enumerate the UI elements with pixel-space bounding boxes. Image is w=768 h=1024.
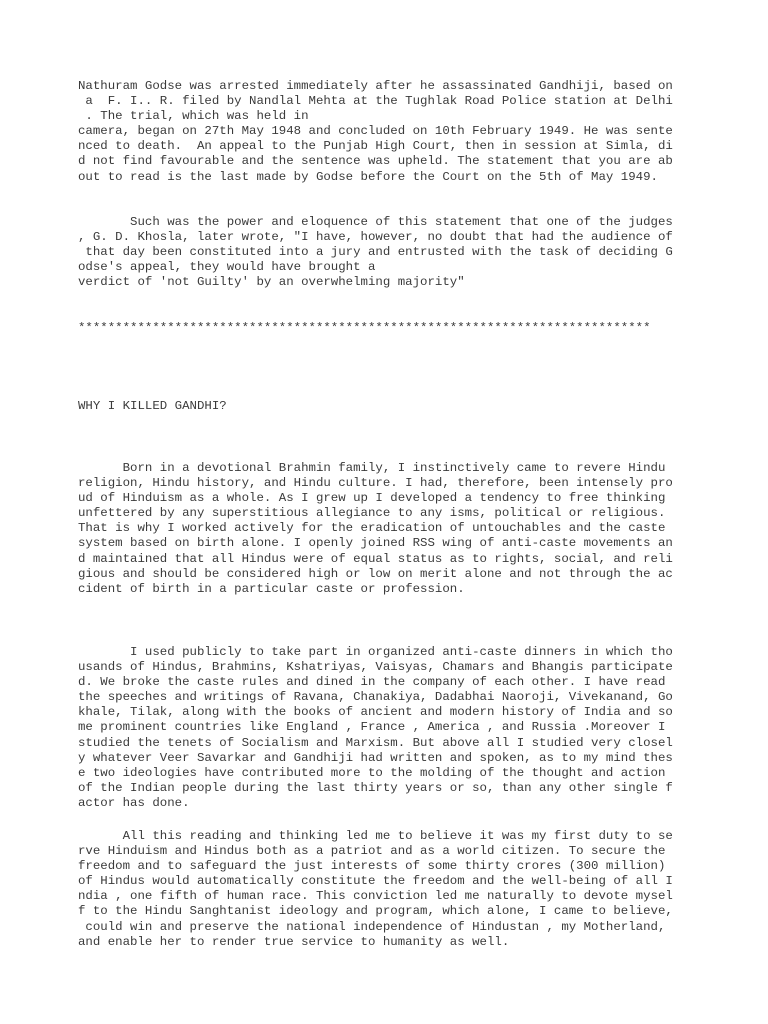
separator-line: ***************************************************************************** bbox=[78, 321, 651, 335]
khosla-quote-paragraph: Such was the power and eloquence of this statement that one of the judges , G. D. Khosla, later wrote, "I have, however, no doubt that had the audience of that day been constituted into a jury and entrusted with the task of deciding G odse's appeal, they would have brought a verdict of 'not Guilty' by an overwhelming majority" bbox=[78, 215, 673, 290]
intro-paragraph: Nathuram Godse was arrested immediately after he assassinated Gandhiji, based on a F. I.. R. filed by Nandlal Mehta at the Tughlak Road Police station at Delhi . The trial, which was held in camera, began on 27th May 1948 and concluded on 10th February 1949. He was sente nced to death. An appeal to the Punjab High Court, then in session at Simla, di d not find favourable and the sentence was upheld. The statement that you are ab out to read is the last made by Godse before the Court on the 5th of May 1949. bbox=[78, 79, 673, 184]
body-paragraph-3: All this reading and thinking led me to believe it was my first duty to se rve Hinduism and Hindus both as a patriot and as a world citizen. To secure the freedom and to safeguard the just interests of some thirty crores (300 million) of Hindus would automatically constitute the freedom and the well-being of all I ndia , one fifth of human race. This conviction led me naturally to devote mysel f to the Hindu Sanghtanist ideology and program, which alone, I came to believe, could win and preserve the national independence of Hindustan , my Motherland, and enable her to render true service to humanity as well. bbox=[78, 829, 673, 949]
body-paragraph-1: Born in a devotional Brahmin family, I instinctively came to revere Hindu religion, Hindu history, and Hindu culture. I had, therefore, been intensely pro ud of Hinduism as a whole. As I grew up I developed a tendency to free thinking unfettered by any superstitious allegiance to any isms, political or religious. That is why I worked actively for the eradication of untouchables and the caste system based on birth alone. I openly joined RSS wing of anti-caste movements an d maintained that all Hindus were of equal status as to rights, social, and reli gious and should be considered high or low on merit alone and not through the ac cident of birth in a particular caste or profession. bbox=[78, 461, 673, 596]
section-title: WHY I KILLED GANDHI? bbox=[78, 399, 227, 413]
body-paragraph-2: I used publicly to take part in organized anti-caste dinners in which tho usands of Hindus, Brahmins, Kshatriyas, Vaisyas, Chamars and Bhangis participate d. We broke the caste rules and dined in the company of each other. I have read the speeches and writings of Ravana, Chanakiya, Dadabhai Naoroji, Vivekanand, Go khale, Tilak, along with the books of ancient and modern history of India and so me prominent countries like England , France , America , and Russia .Moreover I studied the tenets of Socialism and Marxism. But above all I studied very closel y whatever Veer Savarkar and Gandhiji had written and spoken, as to my mind thes e two ideologies have contributed more to the molding of the thought and action of the Indian people during the last thirty years or so, than any other single f actor has done. bbox=[78, 645, 673, 810]
